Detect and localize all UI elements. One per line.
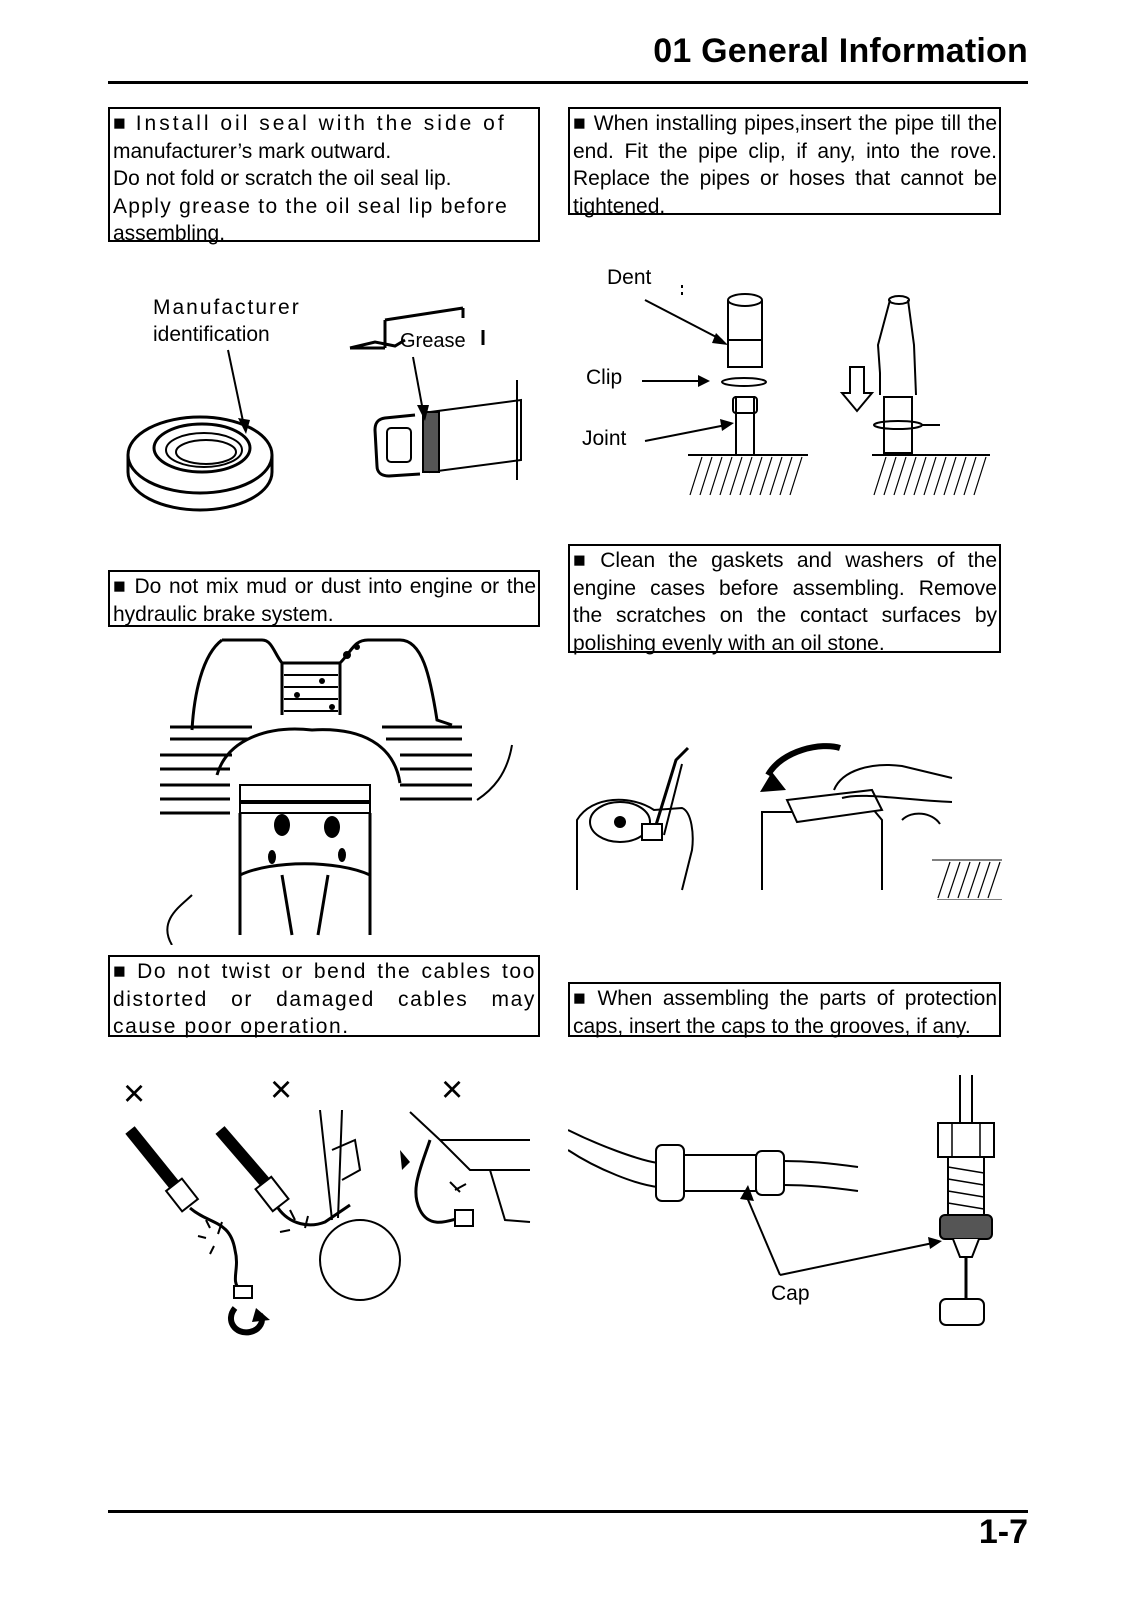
- joint-label: Joint: [582, 427, 627, 450]
- bullet: ■: [573, 987, 591, 1010]
- grease-label: Grease: [400, 330, 466, 352]
- note-caps-text: When assembling the parts of protection caps, insert the caps to the grooves, if any.: [573, 987, 998, 1038]
- arrow-icon: [220, 348, 260, 438]
- bullet: ■: [113, 112, 129, 135]
- protection-cap-figure: [568, 1075, 1008, 1335]
- cable-misuse-illustration: [110, 1110, 540, 1340]
- note-oil-seal-line4: Apply grease to the oil seal lip before: [113, 194, 509, 218]
- header-rule: [108, 81, 1028, 84]
- note-text: Install oil seal with the side of: [135, 112, 507, 135]
- bullet: ■: [573, 549, 594, 572]
- note-mud-text: Do not mix mud or dust into engine or the hydraulic brake system.: [113, 575, 536, 626]
- engine-dirt-figure: [132, 635, 532, 945]
- grease-figure: [345, 300, 535, 485]
- cap-label: Cap: [771, 1282, 810, 1305]
- note-pipes: [568, 107, 1001, 218]
- note-mud: [108, 570, 540, 627]
- page-number: 1-7: [978, 1513, 1028, 1551]
- dent-label: Dent: [607, 266, 652, 289]
- note-oil-seal-line2: manufacturer’s mark outward.: [113, 139, 392, 163]
- gasket-cleaning-illustration: [572, 740, 1002, 900]
- note-oil-seal-line5: assembling.: [113, 222, 226, 245]
- manufacturer-label-line1: Manufacturer: [153, 296, 301, 319]
- bullet: ■: [113, 575, 128, 598]
- bullet: ■: [113, 960, 131, 983]
- stone-hatch: [938, 862, 1000, 898]
- note-oil-seal-line1: [113, 110, 536, 138]
- ground-hatch-left: [690, 457, 802, 495]
- wrong-mark-3: ×: [441, 1069, 464, 1111]
- grease-arrow: [405, 355, 435, 425]
- engine-piston-illustration: [132, 635, 532, 945]
- pipe-joint-illustration: [640, 285, 1000, 500]
- note-gaskets: [568, 544, 1001, 653]
- grease-illustration: [345, 300, 535, 485]
- page-title: 01 General Information: [653, 32, 1028, 70]
- ground-hatch-right: [874, 457, 986, 495]
- manufacturer-arrow: [220, 348, 260, 438]
- pipe-joint-figure: [640, 285, 1000, 500]
- arrow-icon: [405, 355, 435, 425]
- gasket-cleaning-figure: [572, 740, 1002, 900]
- cable-misuse-figure: [110, 1110, 540, 1340]
- clip-label: Clip: [586, 366, 623, 389]
- footer-rule: [108, 1510, 1028, 1513]
- note-caps: [568, 982, 1001, 1037]
- protection-cap-illustration: [568, 1075, 1008, 1335]
- wrong-mark-2: ×: [270, 1069, 293, 1111]
- note-oil-seal: [108, 107, 540, 245]
- note-cables-text: Do not twist or bend the cables too distorted or damaged cables may cause poor operation.: [113, 960, 536, 1038]
- note-gaskets-text: Clean the gaskets and washers of the engine cases before assembling. Remove the scratches on the contact surfaces by polishing evenly with an oil stone.: [573, 549, 997, 655]
- note-oil-seal-line3: Do not fold or scratch the oil seal lip.: [113, 167, 452, 190]
- note-cables: [108, 955, 540, 1037]
- manufacturer-label-line2: identification: [153, 323, 270, 346]
- note-pipes-text: When installing pipes,insert the pipe till the end. Fit the pipe clip, if any, into the rove. Replace the pipes or hoses that cannot be tightened.: [573, 112, 997, 218]
- bullet: ■: [573, 112, 587, 135]
- wrong-mark-1: ×: [123, 1073, 146, 1115]
